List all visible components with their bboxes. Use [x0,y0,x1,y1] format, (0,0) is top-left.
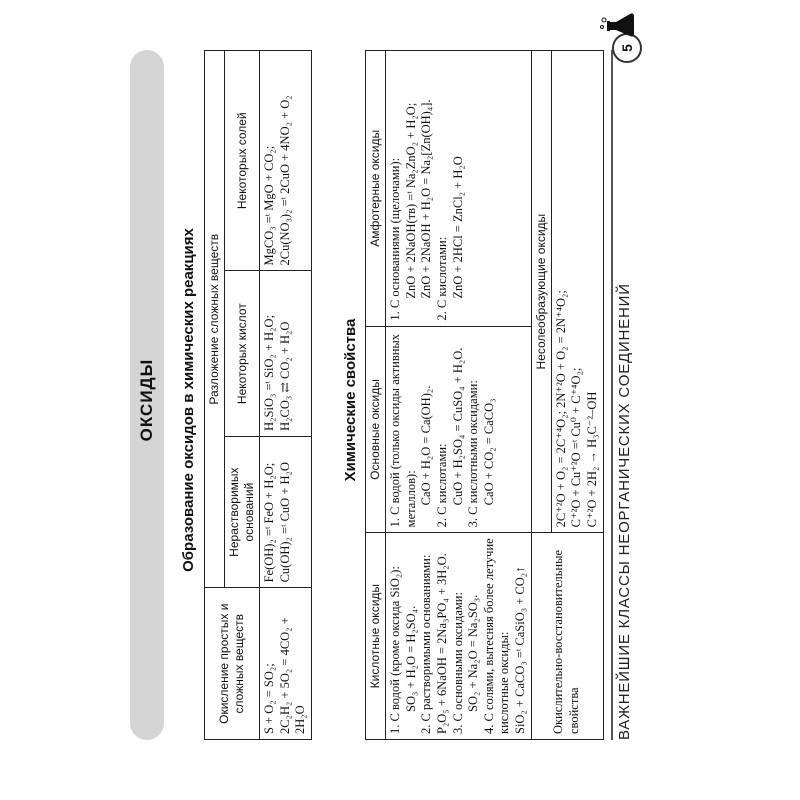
reaction-line: P₂O₅ + 6NaOH = 2Na₃PO₄ + 3H₂O. [434,553,449,734]
flask-icon [600,10,636,40]
acids-cell [260,271,312,436]
property-line: 4. С солями, вытесняя более летучие кислотные оксиды: [481,538,512,734]
header-acidic: Кислотные оксиды [366,533,386,740]
reaction-line: SO₂ + Na₂O = Na₂SO₃. [466,594,481,712]
reaction-line: 2Cu(NO₃)₂ =ᵗ 2CuO + 4NO₂ + O₂ [277,95,292,266]
reaction-line: CuO + H₂SO₄ = CuSO₄ + H₂O. [450,347,465,506]
reaction-line: S + O₂ = SO₂; [262,663,276,734]
reaction-line: SO₃ + H₂O = H₂SO₄. [403,605,418,712]
header-nonsalt: Несолеобразующие оксиды [531,51,551,533]
reaction-line: C⁺²O + 2H₂ → H₃C⁻²–OH [584,391,599,528]
property-line: 3. С основными оксидами: [450,592,465,734]
oxidation-cell [260,588,312,740]
reaction-line: CaO + H₂O = Ca(OH)₂. [419,385,434,506]
header-some-salts: Некоторых солей [225,51,260,271]
property-line: 2. С кислотами: [434,443,449,528]
reaction-line: 2C⁺²O + O₂ = 2C⁺⁴O₂; 2N⁺²O + O₂ = 2N⁺⁴O₂; [553,290,568,528]
chem-props-title: Химические свойства [342,318,359,482]
salts-cell [260,51,312,271]
header-oxidation: Окисление простых и сложных веществ [205,588,260,740]
page-title: ОКСИДЫ [137,358,156,442]
formation-title: Образование оксидов в химических реакциях [180,228,197,572]
reaction-line: CaO + CO₂ = CaCO₃ [481,398,496,506]
chapter-title: ВАЖНЕЙШИЕ КЛАССЫ НЕОРГАНИЧЕСКИХ СОЕДИНЕНИЙ [616,283,633,740]
property-line: 1. С основаниями (щелочами): [388,157,402,321]
bases-cell [260,436,312,588]
header-redox: Окислительно-восстановительные свойства [531,533,603,740]
nonsalt-cell [551,51,603,533]
reaction-line: C⁺²O + Cu⁺²O =ᵗ Cu⁰ + C⁺⁴O₂; [569,367,584,528]
chem-props-table [365,50,604,740]
amphoteric-cell [386,51,532,327]
page-number: 5 [612,33,642,63]
header-amphoteric: Амфотерные оксиды [366,51,386,327]
reaction-line: ZnO + 2HCl = ZnCl₂ + H₂O [450,156,465,299]
reaction-line: Cu(OH)₂ =ᵗ CuO + H₂O [277,462,292,583]
property-line: 1. С водой (только оксиды активных металлов): [388,333,418,528]
property-line: 3. С кислотными оксидами: [466,380,481,528]
header-basic: Основные оксиды [366,326,386,533]
formation-table [204,50,312,740]
property-line: 1. С водой (кроме оксида SiO₂): [388,566,402,734]
basic-cell [386,326,532,533]
header-some-acids: Некоторых кислот [225,271,260,436]
reaction-line: SiO₂ + CaCO₃ =ᵗ CaSiO₃ + CO₂↑ [513,566,527,734]
reaction-line: ZnO + 2NaOH(тв) =ᵗ Na₂ZnO₂ + H₂O; [403,102,418,299]
property-line: 2. С растворимыми основаниями: [419,554,434,734]
header-insoluble-bases: Нерастворимых оснований [225,436,260,588]
acidic-cell [386,533,532,740]
reaction-line: Fe(OH)₂ =ᵗ FeO + H₂O; [262,462,276,583]
reaction-line: H₂CO₃ ⇄ CO₂ + H₂O [277,321,292,431]
header-decomposition: Разложение сложных веществ [205,51,225,588]
property-line: 2. С кислотами: [434,236,449,321]
reaction-line: H₂SiO₃ =ᵗ SiO₂ + H₂O; [262,314,276,431]
footer-divider [611,50,613,740]
reaction-line: ZnO + 2NaOH + H₂O = Na₂[Zn(OH)₄]. [419,99,434,299]
reaction-line: MgCO₃ =ᵗ MgO + CO₂; [262,145,276,266]
reaction-line: 2C₂H₂ + 5O₂ = 4CO₂ + 2H₂O [277,617,308,734]
